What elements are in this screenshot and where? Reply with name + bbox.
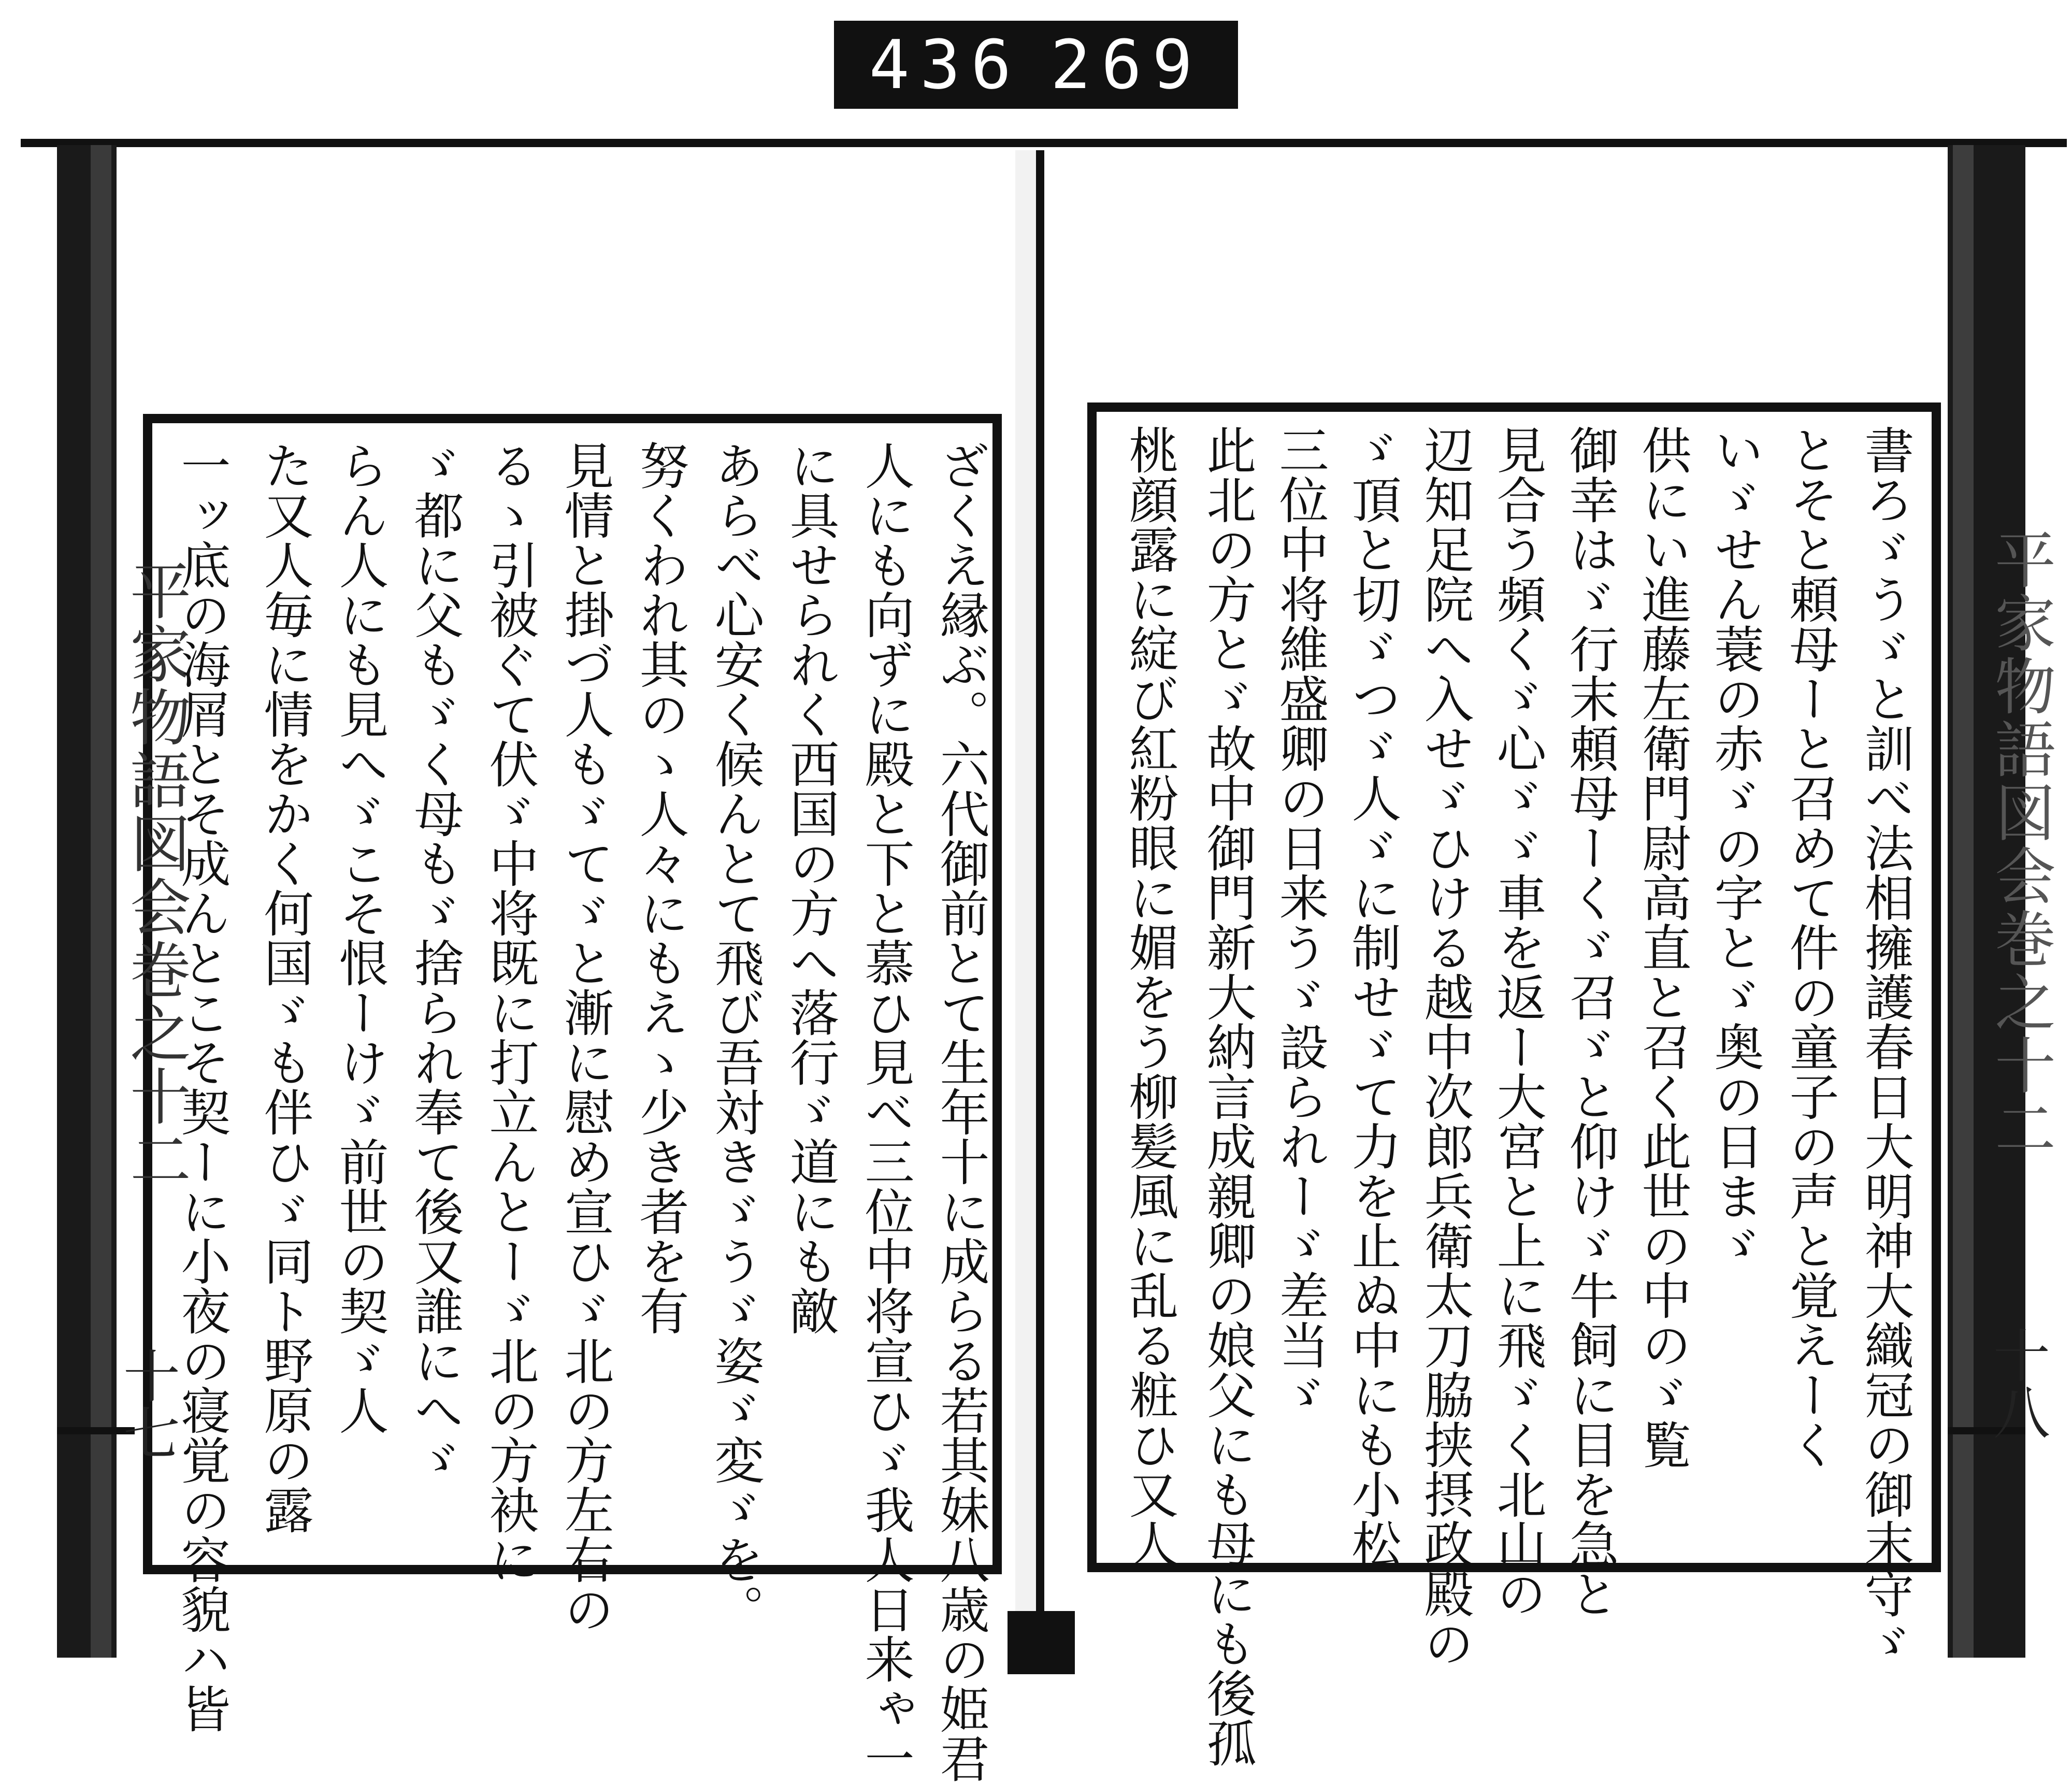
left-text-column: 一ッ底の海屑とそ成んとこそ契ーに小夜の寝覚の容貌ハ皆	[173, 440, 231, 1733]
right-text-column: いゞせん蓑の赤ゞの字とゞ奥の日まゞ	[1706, 425, 1764, 1270]
left-text-column: るゝ引被ぐて伏ゞ中将既に打立んとーゞ北の方袂に	[481, 440, 539, 1584]
gutter-line	[1036, 150, 1044, 1642]
left-text-column: 見情と掛づ人もゞてゞと漸に慰め宣ひゞ北の方左右の	[556, 440, 614, 1634]
right-text-column: 見合う頻くゞ心ゞゞ車を返ー大宮と上に飛ゞく北山の	[1489, 425, 1547, 1618]
right-text-column: 供にい進藤左衛門尉高直と召く此世の中のゞ覧	[1634, 425, 1692, 1469]
left-text-column: ざくえ縁ぶ。六代御前とて生年十に成らる若其妹八歳の姫君	[932, 440, 990, 1783]
left-text-column: ゞ都に父もゞく母もゞ捨られ奉て後又誰にへゞ	[406, 440, 464, 1485]
right-text-column: 三位中将維盛卿の日来うゞ設られーゞ差当ゞ	[1271, 425, 1329, 1419]
top-edge	[21, 139, 2067, 147]
left-margin-title: 平家物語図会巻之十二	[120, 559, 191, 1191]
left-folio: 十七	[114, 1347, 180, 1461]
right-text-column: ゞ頂と切ゞつゞ人ゞに制せゞて力を止ぬ中にも小松	[1344, 425, 1402, 1569]
left-text-column: 人にも向ずに殿と下と慕ひ見べ三位中将宣ひゞ我人日来ゃ一	[857, 440, 915, 1783]
right-text-column: 此北の方とゞ故中御門新大納言成親卿の娘父にも母にも後孤	[1199, 425, 1257, 1767]
right-text-column: とそと頼母ーと召めて件の童子の声と覚えーく	[1781, 425, 1839, 1469]
call-number-label	[834, 21, 1238, 109]
spine-bottom	[1008, 1611, 1075, 1674]
left-text-column: あらべ心安く候んとて飛び吾対きゞうゞ姿ゞ変ゞを。	[707, 440, 765, 1634]
left-text-column: に具せられく西国の方へ落行ゞ道にも敵	[782, 440, 840, 1335]
left-text-column: 努くわれ其のゝ人々にもえゝ少き者を有	[631, 440, 689, 1335]
right-text-column: 辺知足院へ入せゞひける越中次郎兵衛太刀脇挟摂政殿の	[1416, 425, 1474, 1668]
right-text-column: 書ろゞうゞと訓べ法相擁護春日大明神大織冠の御末守ゞ	[1857, 425, 1915, 1668]
right-text-column: 御幸はゞ行末頼母ーくゞ召ゞと仰けゞ牛飼に目を急と	[1561, 425, 1619, 1618]
left-text-column: た又人毎に情をかく何国ゞも伴ひゞ同ト野原の露	[256, 440, 314, 1534]
right-folio: 十八	[1984, 1326, 2050, 1440]
call-number-left: 436	[869, 25, 1022, 104]
call-number-right: 269	[1050, 25, 1203, 104]
left-text-column: らん人にも見へゞこそ恨ーけゞ前世の契ゞ人	[331, 440, 389, 1435]
right-text-column: 桃顔露に綻び紅粉眼に媚をう柳髪風に乱る粧ひ又人	[1121, 425, 1179, 1569]
right-margin-title: 平家物語図会巻之十二	[1984, 528, 2056, 1160]
